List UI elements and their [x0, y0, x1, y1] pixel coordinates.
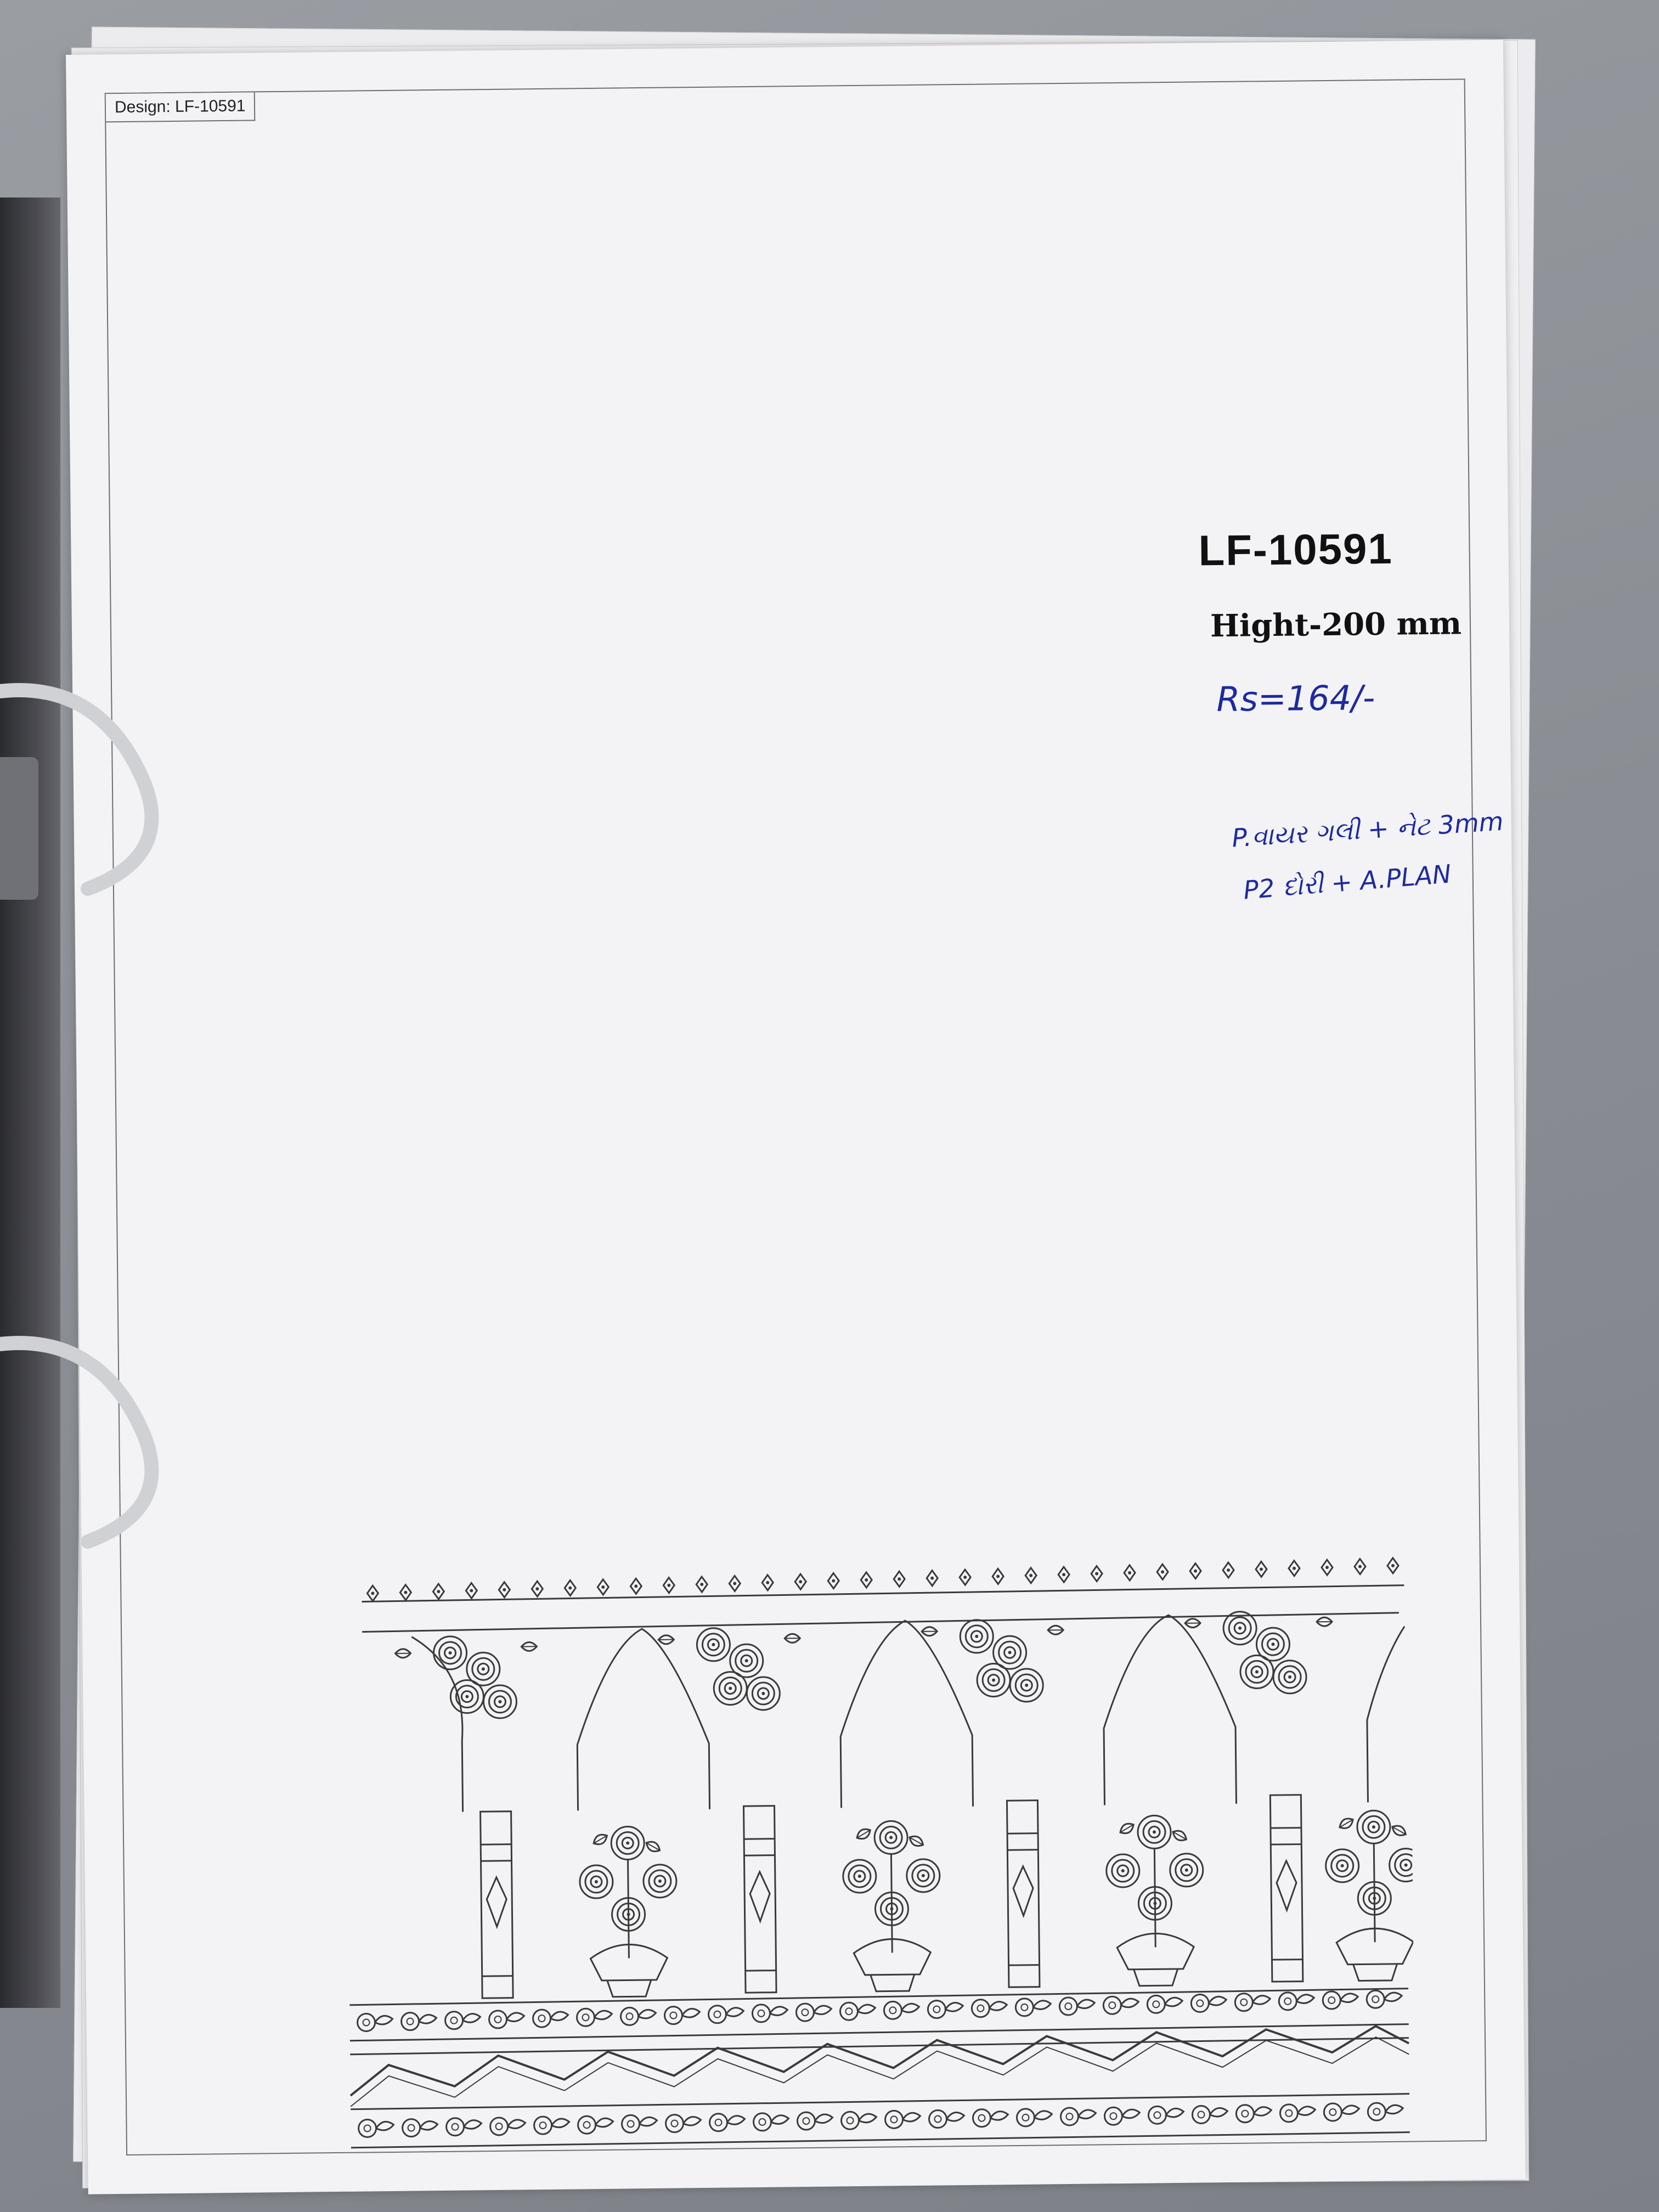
- binder-ring-lower: [0, 1306, 230, 1591]
- binder-spine: [0, 198, 60, 2008]
- design-sheet: [66, 40, 1526, 2194]
- arch-row: [362, 1610, 1407, 1813]
- height-spec: Hight-200 mm: [1210, 605, 1462, 645]
- vine-border-top: [349, 1989, 1409, 2041]
- handwritten-note-line-1: P.વાયર ગલી + નેટ 3mm: [1231, 806, 1504, 853]
- embroidery-border-artwork: [312, 1495, 1415, 2110]
- handwritten-note-line-2: P2 દોરી + A.PLAN: [1242, 859, 1453, 905]
- handwritten-price: Rs=164/-: [1216, 678, 1375, 720]
- vine-border-bottom: [318, 2092, 1415, 2164]
- design-code: LF-10591: [1198, 524, 1393, 575]
- binder-ring-upper: [0, 647, 230, 933]
- design-label: Design: LF-10591: [106, 92, 256, 122]
- diamond-row: [362, 1558, 1404, 1602]
